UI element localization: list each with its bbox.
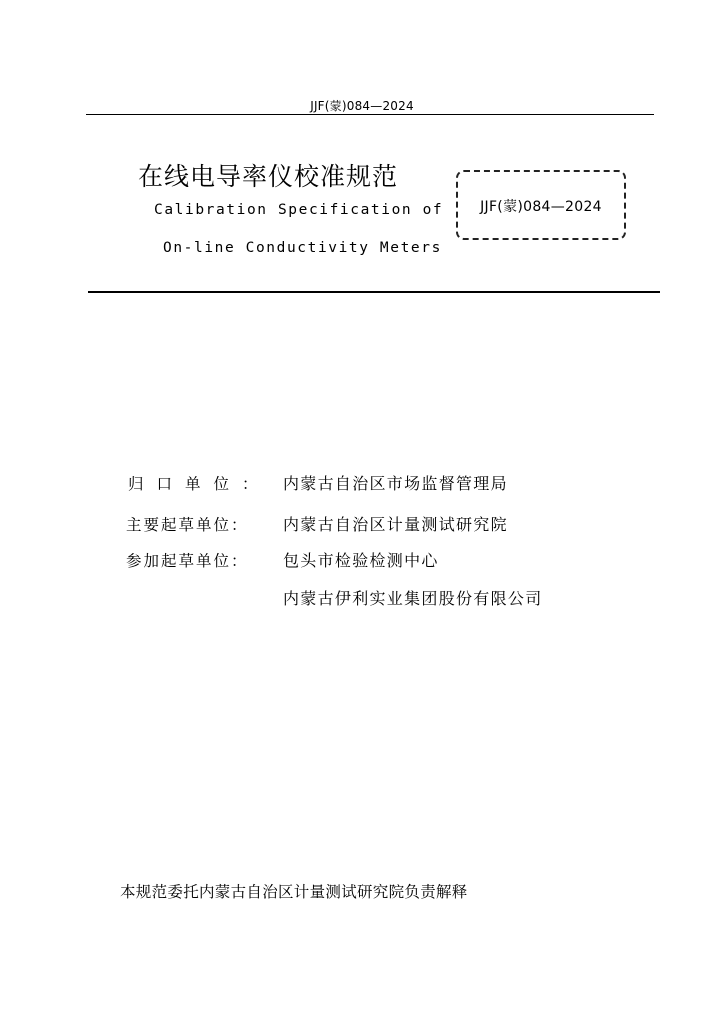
header-standard-code: JJF(蒙)084—2024 xyxy=(310,99,414,113)
title-chinese: 在线电导率仪校准规范 xyxy=(138,162,399,191)
label-responsible-unit: 归口单位： xyxy=(128,475,271,493)
standard-code-box-text: JJF(蒙)084—2024 xyxy=(480,199,602,215)
interpretation-note: 本规范委托内蒙古自治区计量测试研究院负责解释 xyxy=(120,883,468,901)
value-main-drafting-unit: 内蒙古自治区计量测试研究院 xyxy=(283,515,508,534)
title-rule xyxy=(88,291,660,293)
value-responsible-unit: 内蒙古自治区市场监督管理局 xyxy=(283,474,508,493)
title-english-line-2: On-line Conductivity Meters xyxy=(163,240,442,256)
header-rule xyxy=(86,114,654,115)
title-english-line-1: Calibration Specification of xyxy=(154,202,444,218)
label-participating-units: 参加起草单位： xyxy=(126,552,249,570)
value-participating-unit-1: 包头市检验检测中心 xyxy=(283,551,439,570)
label-main-drafting-unit: 主要起草单位： xyxy=(126,516,249,534)
value-participating-unit-2: 内蒙古伊利实业集团股份有限公司 xyxy=(283,589,543,608)
